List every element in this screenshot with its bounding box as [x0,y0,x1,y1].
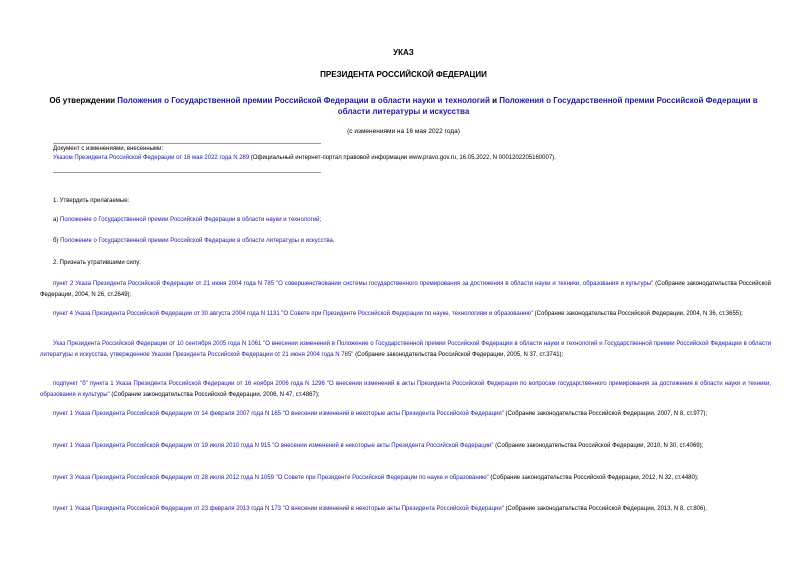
repealed-item-link[interactable]: пункт 1 Указа Президента Российской Федерации от 14 февраля 2007 года N 165 "О внесении изменений в некоторые акты Президента Российской Федерации" [53,411,504,417]
repealed-item-link[interactable]: подпункт "б" пункта 1 Указа Президента Российской Федерации от 16 ноября 2006 года N 1296 "О внесении изменений в акты Президента Российской Федерации по вопросам государственного премирования за достижения в области науки и техники, образования и культуры" [40,381,771,398]
repealed-item-link[interactable]: пункт 1 Указа Президента Российской Федерации от 23 февраля 2013 года N 173 "О внесении изменений в некоторые акты Президента Российской Федерации" [53,506,504,512]
repealed-item-source: (Собрание законодательства Российской Федерации, 2004, N 36, ст.3655); [533,311,743,317]
repealed-item-source: (Собрание законодательства Российской Федерации, 2007, N 8, ст.977); [503,411,708,417]
repealed-item [40,504,771,515]
repealed-item-link[interactable]: пункт 2 Указа Президента Российской Федерации от 21 июня 2004 года N 785 "О совершенствовании системы государственного премирования за достижения в области науки и техники, образования и культуры" [53,281,654,287]
repealed-item-link[interactable]: Указ Президента Российской Федерации от 10 сентября 2005 года N 1061 "О внесении изменений в Положение о Государственной премии Российской Федерации в области науки и технологий и Государственной премии Российской Федерации в области литературы и искусства, утвержденное Указом Президента Российской Федерации от 21 июня 2004 года N 785" [40,341,771,358]
subject-prefix: Об утверждении [49,96,118,105]
repealed-item-source: (Собрание законодательства Российской Федерации, 2012, N 32, ст.4480); [488,475,699,481]
repealed-item [40,309,771,320]
item-1a-suffix: ; [319,217,322,223]
subject-link-literature[interactable]: Положения о Государственной премии Российской Федерации в области литературы и искусства [337,96,758,116]
repealed-item-link[interactable]: пункт 3 Указа Президента Российской Федерации от 28 июля 2012 года N 1059 "О Совете при Президенте Российской Федерации по науке и образованию" [53,475,489,481]
item-1a-prefix: а) [53,217,61,223]
repealed-item-source: (Собрание законодательства Российской Федерации, 2010, N 30, ст.4069); [493,443,704,449]
doc-changes-label: Документ с изменениями, внесенными: [53,146,164,152]
repealed-item [40,441,771,452]
subject-middle: и [489,96,500,105]
repealed-item [40,473,771,484]
document-type-heading: УКАЗ [393,48,414,57]
item-1a-link[interactable]: Положение о Государственной премии Российской Федерации в области науки и технологий [60,217,320,223]
doc-changes-block [53,145,556,163]
repealed-item [40,339,771,360]
issuer-heading: ПРЕЗИДЕНТА РОССИЙСКОЙ ФЕДЕРАЦИИ [320,70,487,79]
document-subject [40,95,767,117]
repealed-item-source: (Собрание законодательства Российской Федерации, 2004, N 26, ст.2649); [40,281,771,298]
doc-changes-line [53,154,556,163]
repealed-item-source: (Собрание законодательства Российской Федерации, 2013, N 8, ст.806). [503,506,708,512]
repealed-item [40,409,771,420]
item-1b [53,236,334,247]
subject-link-science[interactable]: Положения о Государственной премии Российской Федерации в области науки и технологий [117,96,490,105]
item-1: 1. Утвердить прилагаемые: [53,198,130,204]
repealed-item-link[interactable]: пункт 1 Указа Президента Российской Федерации от 19 июля 2010 года N 915 "О внесении изменений в некоторые акты Президента Российской Федерации" [53,443,494,449]
item-1a [53,215,321,226]
repealed-item [40,379,771,400]
repealed-item-source: (Собрание законодательства Российской Федерации, 2006, N 47, ст.4867); [109,391,320,398]
item-2: 2. Признать утратившими силу: [53,260,141,266]
item-1b-link[interactable]: Положение о Государственной премии Российской Федерации в области литературы и искусства [60,238,333,244]
repealed-item-source: (Собрание законодательства Российской Федерации, 2005, N 37, ст.3741); [353,351,564,358]
doc-changes-source: (Официальный интернет-портал правовой информации www.pravo.gov.ru, 16.05.2022, N 0001202205160007). [249,155,556,161]
amendment-note: (с изменениями на 16 мая 2022 года) [347,128,460,135]
item-1b-prefix: б) [53,238,61,244]
doc-changes-link[interactable]: Указом Президента Российской Федерации от 16 мая 2022 года N 289 [53,155,250,161]
item-1b-suffix: . [332,238,335,244]
repealed-item [40,279,771,300]
doc-changes-top-rule [53,143,321,144]
repealed-item-link[interactable]: пункт 4 Указа Президента Российской Федерации от 30 августа 2004 года N 1131 "О Совете при Президенте Российской Федерации по науке, технологиям и образованию" [53,311,533,317]
doc-changes-bottom-rule [53,172,321,173]
